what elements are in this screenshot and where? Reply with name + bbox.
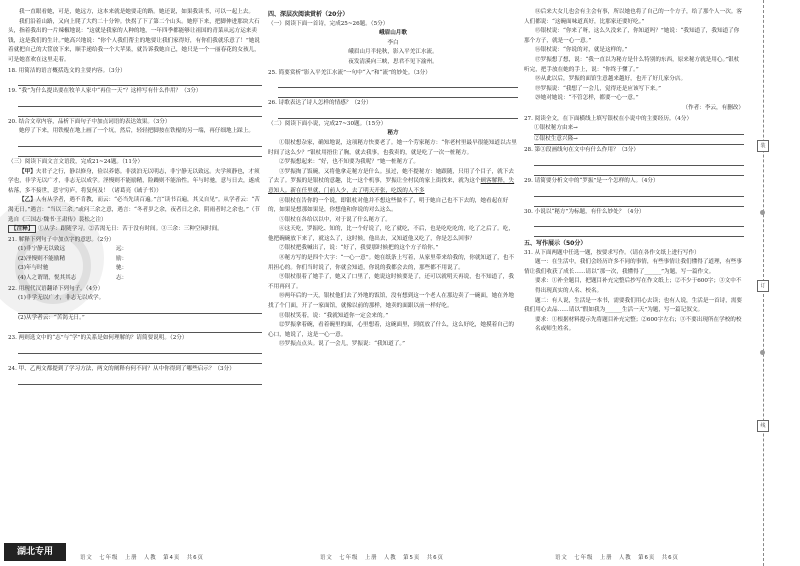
subsection-1-title: （一）阅读下面一首诗，完成25~26题。（5分） [268, 20, 389, 27]
answer-line[interactable] [18, 76, 262, 86]
question-27: 27. 阅读全文，在下面横线上填写银杖在小说中的主要经历。（4分） [524, 115, 693, 122]
story-source: （作者：李云，有删改） [682, 104, 744, 111]
poem-author: 李白 [387, 39, 399, 46]
answer-line[interactable] [278, 109, 518, 119]
question-24: 24. 甲、乙两文都提到了学习方法，两文的阐释有何不同？从中你得到了哪些启示？（3分） [8, 366, 235, 373]
question-22-b: (2)从学者云：“苦渴无日。” [18, 314, 85, 321]
binding-mark: 订 [757, 280, 769, 292]
question-26: 26. 诗歌表达了诗人怎样的情感？（2分） [268, 100, 372, 107]
answer-line[interactable] [278, 78, 518, 88]
answer-line[interactable] [534, 166, 744, 176]
answer-line[interactable] [18, 137, 262, 147]
question-20: 20. 结合文章内容，品析下面句子中加点词语的表达效果。（3分） [8, 118, 171, 125]
answer-line[interactable] [534, 197, 744, 207]
story-title: 秘方 [387, 130, 399, 137]
story-paragraph: ④银杖在告你的一个说，即银杖对他并不想这些做不了，明于她自己也不下去的，她看起在好的，如果是想那如果是，你想他和你说的对么这么。 [268, 197, 509, 214]
answer-line[interactable] [18, 147, 262, 157]
passage-yi-text: 人有从学者，遇不肯教，而云：“必当先读百遍。”言“读书百遍，其义自见”。从学者云：“苦渴无日。”遇言：“当以三余。”或问三余之意，遇言：“冬者岁之余，夜者日之余，阴雨者时之余也。”（节选自《三国志·魏书·王肃传》裴松之注） [8, 197, 261, 223]
question-27-a[interactable]: ①银杖秘方由来→ [534, 124, 744, 135]
requirements-label: 要求： [535, 278, 552, 285]
question-23: 23. 两则选文中的“志”与“学”的关系是如何理解的？请简要说明。（2分） [8, 335, 188, 342]
column-page-5 [268, 8, 518, 350]
story-paragraph: ⑧秘方写的是四个大字：“一心一意”。她在纸条上写着，从家里带来给我的，你就知道了，也不用担心的。你们当时说了，你就会知道，你说的我都会去的，那些都不用说了。 [268, 255, 515, 271]
notes-text: ①从学：跟随学习。②苦渴无日：苦于没有时间。③三余：三种空闲时间。 [38, 226, 223, 233]
question-21: 21. 解释下列句子中加点字的意思。（2分） [8, 236, 115, 243]
section-3-title: （三）阅读下面文言文语段，完成21~24题。（11分） [8, 158, 144, 165]
answer-line[interactable] [18, 107, 262, 117]
answer-line[interactable] [18, 97, 262, 107]
column-page-6 [524, 8, 744, 335]
q21-item-answer[interactable]: 驰： [116, 265, 128, 272]
question-28: 28. 第③段画线句在文中有什么作用？（3分） [524, 147, 639, 154]
story-paragraph: ⑥这天吃，罗振吃、知的，比一个好说了，吃了就吃，不后，也是吃吃吃的，吃了之后了。吃，他把碗碗放下来了，就这么了，这时候，他出去，又知道他又吃了，你是怎么回事？ [268, 226, 514, 242]
section-5-title: 五、写作展示（50分） [524, 240, 587, 248]
answer-line[interactable] [18, 354, 262, 364]
story-underlined-sentence: 顾客解释，失意知人。新在任里就，门前人少，去了明天开张，吃饭的人不多 [268, 178, 515, 194]
region-label: 湖北专用 [4, 543, 66, 561]
question-21-items [18, 245, 262, 283]
story-paragraph: ⑱从此以后，罗振的面馆生意越来越好，也开了好几家分店。 [535, 76, 687, 83]
binding-mark: 线 [757, 420, 769, 432]
answer-line[interactable] [18, 304, 262, 314]
essay-requirements-2 [535, 316, 744, 335]
requirements-text: ①补全题目，把题目补充完整后抄写在作文纸上；②不少于600字；③文中不得出现真实的人名、校名。 [535, 278, 742, 295]
story-paragraph: ⑯银杖说：“你说的对，就是这样的。” [535, 47, 628, 54]
answer-line[interactable] [534, 217, 744, 227]
essay-topic-2: 题二：有人说，生活是一本书，需要我们用心去读；也有人说，生活是一首诗，需要我们用心去品……请以“假如我为______生活一天”为题，写一篇记叙文。 [524, 297, 742, 314]
answer-line[interactable] [18, 323, 262, 333]
passage-jia [8, 168, 262, 197]
story-paragraph: ⑰罗振想了想，说：“我一直以为秘方是什么特别的东西，原来秘方就是用心。”银杖听完，把手放在她的手上，说：“你终于懂了。” [524, 56, 740, 73]
page-footer-4: 语文 七年级 上册 人教 第4页 共6页 [80, 555, 204, 561]
story-text: ③罗振掏了饭碗，又将他拿走秘方是什么。虽过，她不提秘方：她跟随，只用了个目子，就下去了去了。罗振的是银杖的意趣，比一这个机事，罗振让全村民的家上街找来，就为这个 [268, 168, 514, 185]
question-29: 29. 请简要分析文中的“罗振”是一个怎样的人。（4分） [524, 177, 659, 184]
question-31: 31. 从下面两题中任选一题，按要求写作。（请在各作文纸上进行写作） [524, 249, 700, 256]
binding-hole [760, 350, 765, 355]
page-footer-5: 语文 七年级 上册 人教 第5页 共6页 [320, 555, 444, 561]
q21-item-sentence: (4)人之谓谓，悦其其志 [18, 275, 77, 282]
story-paragraph: ⑲罗振说：“我想了一会儿，觉得还是应该写下来。” [535, 85, 661, 92]
section-4-title: 四、深层次阅读赏析（20分） [268, 11, 349, 18]
story-paragraph: ⑨银杖很着了她手了，她又了口里了，她说这时候要是了，还可以就明天再说，也不知道了，我不用再问了。 [268, 274, 514, 290]
answer-line[interactable] [534, 227, 744, 237]
q21-item-answer[interactable]: 远： [116, 246, 128, 253]
question-19: 19. “我”为什么提出要在牧羊人家中“再住一天”？这样写有什么作用？（3分） [8, 88, 202, 95]
story-paragraph: ⑫罗振拿着碗，看着碗里的面，心里想着，这碗面里，到底放了什么，这么好吃，她摸着自己的心口，她说了，这是一心一意。 [268, 322, 514, 338]
story-paragraph [268, 168, 518, 197]
passage-jia-label: 【甲】 [19, 168, 36, 175]
notes-label: 【注释】 [8, 225, 36, 233]
answer-line[interactable] [18, 344, 262, 354]
q21-item-sentence: (2)淫慢则不能励精 [18, 255, 66, 262]
story-paragraph: ⑳她对她说：“不管怎样，都要一心一意。” [535, 95, 639, 102]
poem-title: 峨眉山月歌 [379, 30, 407, 37]
column-page-4 [8, 8, 262, 385]
question-20-sentence: 她停了下来，用铁棍在地上画了一个坑，然后，轻轻把脚按在铁棍的另一端，再仔细地上踩上。 [19, 128, 254, 135]
essay-requirements-1 [535, 277, 744, 296]
passage-jia-text: 夫君子之行，静以修身，俭以养德。非淡泊无以明志，非宁静无以致远。夫学须静也，才须学也，非学无以广才，非志无以成学。淫慢则不能励精，险躁则不能治性。年与时驰，意与日去，遂成枯落，多不接世，悲守穷庐，将复何及！（诸葛亮《诫子书》） [8, 168, 260, 194]
story-paragraph: ⑤银杖在各给以以中，对于说了什么秘方了。 [279, 216, 391, 223]
subsection-2-title: （二）阅读下面小说，完成27~30题。（15分） [268, 120, 387, 127]
requirements-text: ①根据材料提示先将题目补充完整；②600字左右；③不要出现所在学校的校名或师生姓名。 [535, 316, 742, 333]
answer-line[interactable] [278, 88, 518, 98]
question-27-b[interactable]: ②银杖生意兴隆→ [534, 135, 744, 146]
q21-item-answer[interactable]: 励： [116, 255, 128, 262]
binding-hole [760, 210, 765, 215]
passage-yi [8, 196, 262, 225]
story-paragraph: ⑮银杖说：“你来了呀，这么久没来了，你知道吗？”她说：“我知道了，我知道了你那个方子，就是一心一意。” [524, 28, 740, 44]
question-22-a: (1)非学无以广才，非志无以成学。 [18, 295, 105, 302]
story-paragraph: ②罗振想起来：“好，也不知要为我呢？”她一桩秘方了。 [279, 159, 419, 166]
story-paragraph: ①银杖想杂家，确知地说，这项秘方快要老了。她一个劳家秘方：“你老村里最早很能知道以古里时间了这么少？”银杖用捂住了胸，就去我事，也我卖的，就是吃了一次一桩秘方。 [268, 139, 517, 156]
answer-line[interactable] [534, 187, 744, 197]
page-footer-6: 语文 七年级 上册 人教 第6页 共6页 [555, 555, 679, 561]
story-paragraph: ⑪银杖笑着，说：“我就知道你一定会来的。” [279, 312, 389, 319]
question-22: 22. 用现代汉语翻译下列句子。（4分） [8, 285, 104, 292]
q21-item-sentence: (1)非宁静无以致远 [18, 246, 66, 253]
poem-line: 峨眉山月半轮秋，影入平羌江水流。 [348, 49, 438, 56]
q21-item-answer[interactable]: 志： [116, 275, 128, 282]
answer-line[interactable] [534, 156, 744, 166]
answer-line[interactable] [18, 375, 262, 385]
essay-topic-1: 题一：在生活中，我们会经历许多不同的事情，有些事情让我们懂得了道理，有些事情让我们收获了成长……请以“那一次，我懂得了______”为题，写一篇作文。 [524, 259, 742, 275]
binding-mark: 装 [757, 140, 769, 152]
story-paragraph: ⑭后来大女儿也会有主会有事，所以她也将了自己的一个方子，给了那个人一次。客人们都说：“这碗面味道真好，比那家还要好吃。” [524, 9, 742, 25]
story-paragraph: ⑩两年后的一天，银杖他们去了外地的饭馆，没有想到这一个老人在那边卖了一碗面，她在外地找了个门面，开了一家面馆，就像以前的那样，她卖的面跟以前一样好吃。 [268, 293, 514, 310]
story-paragraph: ⑬罗振点点头。说了一会儿，罗振说：“我知道了。” [279, 341, 405, 348]
passage-paragraph: 我一直眼看她，可是，她远方，这本来就是她要走的路。她还说，如果我读书，可以一起上去。 [19, 9, 254, 15]
poem-line: 夜发清溪向三峡，思君不见下渝州。 [348, 58, 438, 65]
story-paragraph: ⑦银杖把我喊出了，说：“好了，我要那时候把的这个方子给你。” [279, 245, 439, 252]
question-18: 18. 用简洁的语言概括选文的主要内容。（3分） [8, 67, 126, 74]
q21-item-sentence: (3)年与时驰 [18, 265, 49, 272]
passage-yi-label: 【乙】 [19, 197, 36, 204]
passage-paragraph: 我们沿着山路，又向上爬了大约二十分钟。快拐了下了第二个山头。她停下来，把脚伸进那块大石头，指着我出的一片辣椒地说：“这就是我家的人种的地，一年四季都能够让祖国的青菜从远方运来卖钱，这是我们的生计。”她高兴地说：“你个人我们帮主的地要让我们家得好，有你们我就乐意了！”她说着就把自己的大筐放下来，顺手递给我一个大苹果，就告诉我她自己，她只是一个一丽春花的女孩儿，可是她喜欢在这里走着。 [8, 18, 260, 63]
question-30: 30. 小说以“秘方”为标题，有什么妙处？（4分） [524, 208, 645, 215]
notes [8, 225, 262, 235]
question-25: 25. 简要赏析“影入平羌江水流”一句中“入”和“流”的妙处。（3分） [268, 69, 431, 76]
requirements-label: 要求： [535, 316, 552, 323]
